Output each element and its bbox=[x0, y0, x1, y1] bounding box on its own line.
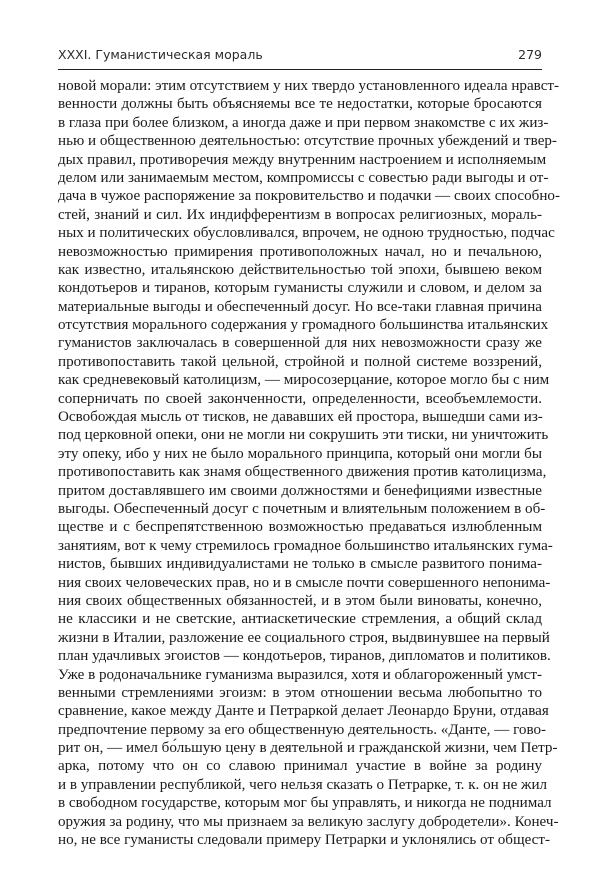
text-line: ния своих общественных обязанностей, и в этом были виноваты, конечно, bbox=[58, 592, 542, 609]
text-line: Освобождая мысль от тисков, не дававших ей простора, вышедши сами из- bbox=[58, 409, 543, 426]
running-header bbox=[58, 47, 542, 67]
text-line: эту опеку, ибо у них не было морального принципа, который они могли бы bbox=[58, 445, 542, 462]
text-line: соперничать по своей законченности, определенности, всеобъемлемости. bbox=[58, 390, 542, 407]
text-line: нью и общественною деятельностью: отсутствие прочных убеждений и твер- bbox=[58, 133, 557, 150]
text-line: сравнение, какое между Данте и Петраркой делает Леонардо Бруни, отдавая bbox=[58, 703, 549, 720]
text-line: жизни в Италии, разложение ее социального строя, выдвинувшее на первый bbox=[58, 629, 550, 646]
text-line: гуманистов заключалась в совершенной для них невозможности сразу же bbox=[58, 335, 542, 352]
text-line: противопоставить такой цельной, стройной и полной системе воззрений, bbox=[58, 353, 542, 370]
text-line: Уже в родоначальнике гуманизма выразился, хотя и облагороженный умст- bbox=[58, 666, 542, 683]
text-line: новой морали: этим отсутствием у них твердо установленного идеала нравст- bbox=[58, 78, 560, 94]
text-line: не классики и не светские, антиаскетические стремления, а общий склад bbox=[58, 611, 542, 628]
text-line: под церковной опеки, они не могли ни сокрушить эти тиски, ни уничтожить bbox=[58, 427, 549, 444]
text-line: но, не все гуманисты следовали примеру Петрарки и уклонялись от общест- bbox=[58, 832, 551, 849]
text-line: рит он, — имел бо́льшую цену в деятельной и гражданской жизни, чем Петр- bbox=[58, 740, 558, 757]
text-line: противопоставить как знамя общественного движения против католицизма, bbox=[58, 464, 547, 481]
text-line: ных и политических обусловливался, впрочем, не одною трудностью, подчас bbox=[58, 225, 555, 242]
text-line: отсутствия морального содержания у громадного большинства итальянских bbox=[58, 317, 549, 334]
text-line: невозможностью примирения противоположных начал, но и печальною, bbox=[58, 243, 542, 260]
text-line: в глаза при более близком, а иногда даже и при первом знакомстве с их жиз- bbox=[58, 114, 549, 131]
header-rule bbox=[58, 69, 542, 70]
text-line: дача в чужое распоряжение за покровительство и подачки — своих способно- bbox=[58, 188, 560, 205]
page-number: 279 bbox=[518, 47, 542, 62]
text-line: притом доставлявшего им своими должностями и бенефициями известные bbox=[58, 482, 542, 499]
text-line: материальные выгоды и обеспеченный досуг. Но все-таки главная причина bbox=[58, 298, 542, 315]
text-line: венными стремлениями эгоизм: в этом отношении весьма любопытно то bbox=[58, 684, 542, 701]
text-line: как средневековый католицизм, — миросозерцание, которое могло бы с ним bbox=[58, 372, 550, 389]
text-line: кондотьеров и тиранов, которым гуманисты служили и словом, и делом за bbox=[58, 280, 542, 297]
text-line: дых правил, противоречия между внутренним настроением и исполняемым bbox=[58, 151, 547, 168]
body-text bbox=[58, 77, 560, 849]
text-line: предпочтение первому за его общественную деятельность. «Данте, — гово- bbox=[58, 721, 547, 738]
text-line: стей, знаний и сил. Их индифферентизм в вопросах религиозных, мораль- bbox=[58, 206, 542, 223]
text-line: ществе и с беспрепятственною возможностью предаваться излюбленным bbox=[58, 519, 542, 536]
text-line: занятиям, вот к чему стремилось громадное большинство итальянских гума- bbox=[58, 537, 553, 554]
text-line: делом или занимаемым местом, компромиссы с совестью ради выгоды и от- bbox=[58, 169, 549, 186]
text-line: в свободном государстве, которым мог бы управлять, и никогда не поднимал bbox=[58, 795, 552, 812]
text-line: венности должны быть объясняемы все те недостатки, которые бросаются bbox=[58, 96, 542, 113]
text-line: выгоды. Обеспеченный досуг с почетным и влиятельным положением в об- bbox=[58, 500, 546, 517]
text-line: оружия за родину, что мы признаем за великую заслугу добродетели». Конеч- bbox=[58, 813, 559, 830]
text-line: план удачливых эгоистов — кондотьеров, тиранов, дипломатов и политиков. bbox=[58, 648, 551, 665]
text-line: арка, потому что он со славою принимал участие в войне за родину bbox=[58, 758, 542, 775]
text-line: нистов, бывших индивидуалистами не только в смысле развитого понима- bbox=[58, 556, 542, 573]
chapter-title: XXXI. Гуманистическая мораль bbox=[58, 47, 263, 62]
text-line: ния своих человеческих прав, но и в смысле почти совершенного непонима- bbox=[58, 574, 551, 591]
text-line: и в управлении республикой, чего нельзя сказать о Петрарке, т. к. он не жил bbox=[58, 776, 548, 793]
text-line: как известно, итальянскою действительностью той эпохи, бывшею веком bbox=[58, 261, 542, 278]
